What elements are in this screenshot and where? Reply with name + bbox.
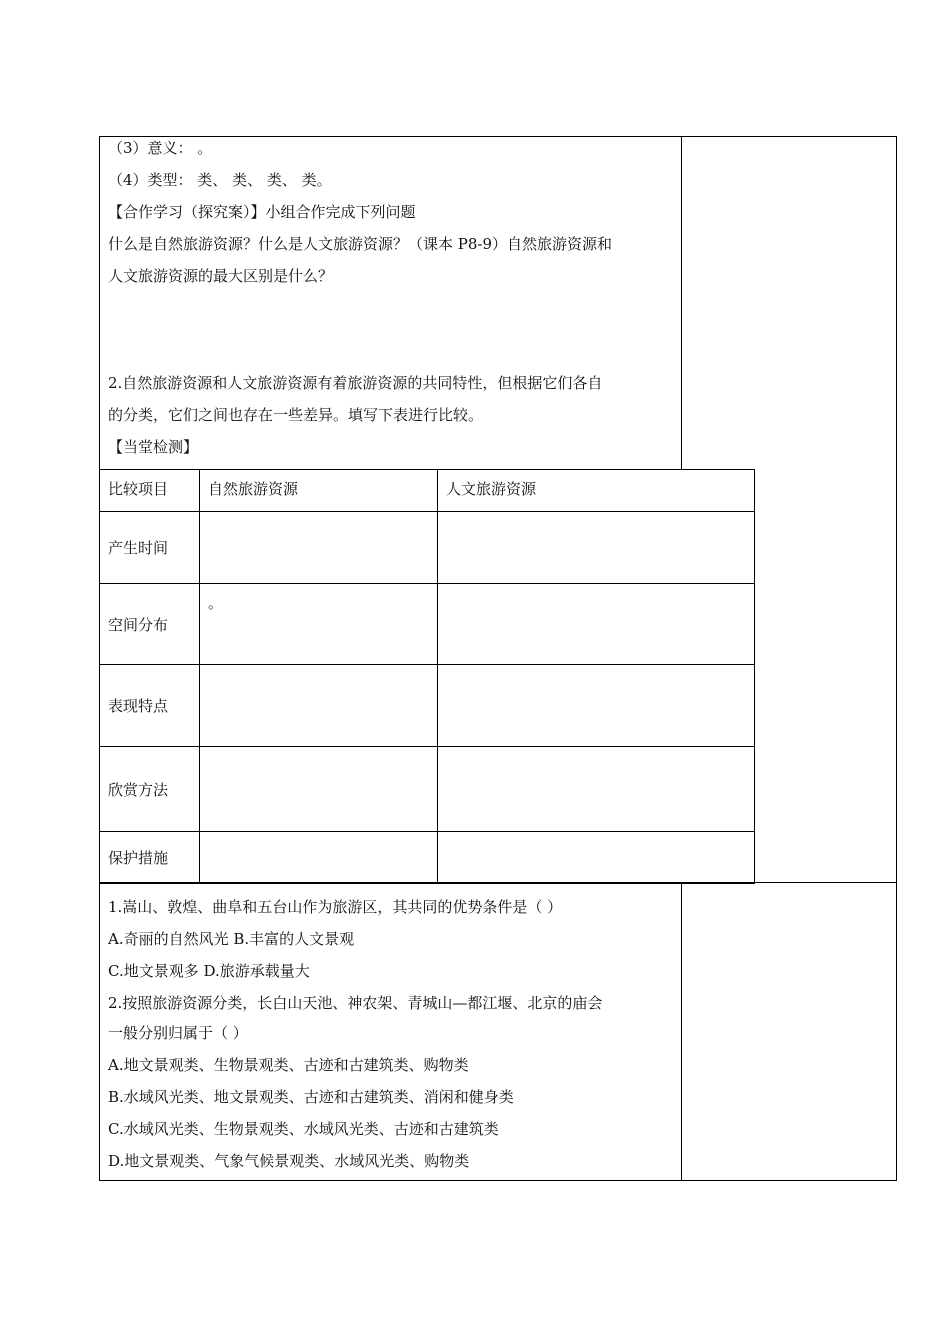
quiz-q1-options-ab: A.奇丽的自然风光 B.丰富的人文景观 bbox=[108, 930, 355, 948]
question1-line-2: 人文旅游资源的最大区别是什么？ bbox=[108, 267, 334, 285]
table-row bbox=[100, 665, 755, 747]
row-label: 空间分布 bbox=[100, 584, 200, 665]
table-header-row bbox=[100, 470, 755, 512]
human-cell[interactable] bbox=[438, 832, 755, 884]
natural-cell[interactable] bbox=[200, 665, 438, 747]
quiz-q2-option-a: A.地文景观类、生物景观类、古迹和古建筑类、购物类 bbox=[108, 1056, 469, 1074]
header-natural-resources: 自然旅游资源 bbox=[200, 470, 438, 512]
quiz-q2-option-d: D.地文景观类、气象气候景观类、水域风光类、购物类 bbox=[108, 1152, 470, 1170]
quiz-q2-option-b: B.水域风光类、地文景观类、古迹和古建筑类、消闲和健身类 bbox=[108, 1088, 514, 1106]
human-cell[interactable] bbox=[438, 747, 755, 832]
question2-line-1: 2.自然旅游资源和人文旅游资源有着旅游资源的共同特性，但根据它们各自 bbox=[108, 374, 603, 392]
quiz-q1: 1.嵩山、敦煌、曲阜和五台山作为旅游区，其共同的优势条件是（ ） bbox=[108, 898, 563, 916]
natural-cell[interactable] bbox=[200, 512, 438, 584]
human-cell[interactable] bbox=[438, 512, 755, 584]
types-line: （4）类型： 类、 类、 类、 类。 bbox=[108, 171, 332, 189]
question2-line-2: 的分类，它们之间也存在一些差异。填写下表进行比较。 bbox=[108, 406, 484, 424]
upper-column-divider bbox=[681, 136, 682, 470]
quiz-column-divider bbox=[681, 882, 682, 1181]
quiz-q1-options-cd: C.地文景观多 D.旅游承载量大 bbox=[108, 962, 310, 980]
human-cell[interactable] bbox=[438, 665, 755, 747]
row-label: 保护措施 bbox=[100, 832, 200, 884]
row-label: 表现特点 bbox=[100, 665, 200, 747]
natural-cell[interactable]: 。 bbox=[200, 584, 438, 665]
row-label: 欣赏方法 bbox=[100, 747, 200, 832]
human-cell[interactable] bbox=[438, 584, 755, 665]
comparison-table bbox=[99, 469, 755, 884]
table-row bbox=[100, 584, 755, 665]
table-row bbox=[100, 747, 755, 832]
header-compare-item: 比较项目 bbox=[100, 470, 200, 512]
natural-cell[interactable] bbox=[200, 747, 438, 832]
quiz-q2-line-1: 2.按照旅游资源分类，长白山天池、神农架、青城山—都江堰、北京的庙会 bbox=[108, 994, 603, 1012]
right-outer-border bbox=[896, 470, 897, 882]
table-row bbox=[100, 512, 755, 584]
question1-line-1: 什么是自然旅游资源？什么是人文旅游资源？（课本 P8-9）自然旅游资源和 bbox=[108, 235, 613, 253]
natural-cell[interactable] bbox=[200, 832, 438, 884]
quiz-q2-line-2: 一般分别归属于（ ） bbox=[108, 1024, 248, 1042]
coop-learning-heading: 【合作学习（探究案）】小组合作完成下列问题 bbox=[108, 203, 416, 221]
row-label: 产生时间 bbox=[100, 512, 200, 584]
header-human-resources: 人文旅游资源 bbox=[438, 470, 755, 512]
quiz-q2-option-c: C.水域风光类、生物景观类、水域风光类、古迹和古建筑类 bbox=[108, 1120, 499, 1138]
in-class-check-heading: 【当堂检测】 bbox=[108, 438, 199, 456]
table-row bbox=[100, 832, 755, 884]
significance-line: （3）意义： 。 bbox=[108, 139, 213, 157]
